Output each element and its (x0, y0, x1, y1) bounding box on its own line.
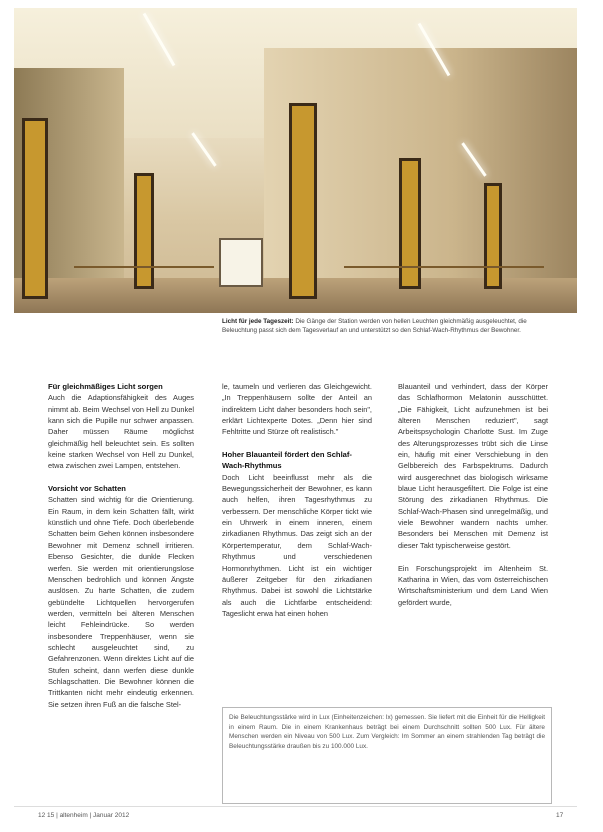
door (22, 118, 48, 299)
paragraph: Blauanteil und verhindert, dass der Körper das Schlafhormon Melatonin ausschüttet. „Die Fähigkeit, Licht aufzunehmen ist bei älteren Menschen reduziert", sagt Arbeitspsychologin Charlotte Sust. Im Zuge des Alterungsprozesses trübt sich die Linse ein, häufig mit einer Verschiebung in den Gelbbereich des Farbspektrums. Dadurch wird ausgerechnet das biologisch wirksame blaue Licht herausgefiltert. Die Folge ist eine Störung des zirkadianen Rhythmus. Die Schlaf-Wach-Phasen sind unregelmäßig, und viele Bewohner wandern nachts umher. Besonders bei Menschen mit Demenz ist dieser Takt typischerweise gestört. (398, 382, 548, 550)
door (484, 183, 502, 289)
paragraph: Doch Licht beeinflusst mehr als die Bewegungssicherheit der Bewohner, es kann auch helfen, ihren Tagesrhythmus zu verbessern. Der menschliche Körper tickt wie ein Uhrwerk in einem inneren, einem zirkadianen Rhythmus. Das zeigt sich an der Körpertemperatur, dem Schlaf-Wach-Rhythmus und verschiedenen Hormonrhythmen. Licht ist ein wichtiger äußerer Zeitgeber für den zirkadianen Rhythmus. Dabei ist sowohl die Lichtstärke als auch die Lichtfarbe entscheidend: Tageslicht erwa hat einen hohen (222, 472, 372, 618)
column-1 (48, 381, 194, 710)
column-3 (398, 381, 548, 608)
footer-divider (14, 806, 577, 807)
paragraph: Schatten sind wichtig für die Orientierung. Ein Raum, in dem kein Schatten fällt, wirkt künstlich und ohne Tiefe. Doch überlebende Schatten beim Gehen können insbesondere Bewohner mit Demenz schnell irritieren. Ebenso Gesichter, die dunkle Flecken werfen. Sie werden mit orientierungslose Menschen bedrohlich und können Ängste auslösen. Zu harte Schatten, die zudem gebündelte Lichtquellen hervorgerufen werden, vermitteln bei älteren Menschen leicht Fehleindrücke. So werden insbesondere Treppenhäuser, wenn sie schlecht ausgeleuchtet sind, zu Gefahrenzonen. Wenn direktes Licht auf die Stufen scheint, dann werfen diese dunkle Schlagschatten. Die Bewohner können die Trittkanten nicht mehr eindeutig erkennen. Sie setzen ihren Fuß an die falsche Stel- (48, 495, 194, 709)
heading: Für gleichmäßiges Licht sorgen (48, 382, 163, 391)
window-end (219, 238, 263, 287)
handrail (74, 266, 214, 268)
door (134, 173, 154, 289)
info-box-text: Die Beleuchtungsstärke wird in Lux (Einheitenzeichen: lx) gemessen. Sie liefert mit die Einheit für die Helligkeit in einem Raum. Die in einem Krankenhaus beträgt bei einem Durchschnitt sollten 500 Lux. Für ältere Menschen werden ein Niveau von 500 Lux. Zum Vergleich: Im Sommer an einem strahlenden Tag beträgt die Beleuchtungsstärke draußen bis zu 100.000 Lux. (229, 714, 545, 750)
paragraph: Ein Forschungsprojekt im Altenheim St. Katharina in Wien, das vom österreichischen Wirtschaftsministerium und dem Land Wien gefördert wurde, (398, 563, 548, 607)
door (289, 103, 317, 299)
caption-text: Die Gänge der Station werden von hellen Leuchten gleichmäßig ausgeleuchtet, die Beleuchtung passt sich dem Tagesverlauf an und unterstützt so den Schlaf-Wach-Rhythmus der Bewohner. (222, 318, 527, 334)
handrail (344, 266, 544, 268)
page-number: 17 (556, 812, 564, 819)
paragraph: Auch die Adaptionsfähigkeit des Auges nimmt ab. Beim Wechsel von Hell zu Dunkel kann sich die Pupille nur schwer anpassen. Daher müssen Räume möglichst gleichmäßig hell beleuchtet sein. Es sollten keine starken Wechsel von Hell zu Dunkel, etwa zwischen zwei Lampen, entstehen. (48, 393, 194, 471)
column-2 (222, 381, 372, 619)
door (399, 158, 421, 289)
heading: Vorsicht vor Schatten (48, 484, 126, 494)
paragraph: le, taumeln und verlieren das Gleichgewicht. „In Treppenhäusern sollte der Anteil an indirektem Licht daher besonders hoch sein", erklärt Lichtexperte Dotes. „Denn hier sind Fehltritte und Stürze oft realistisch." (222, 382, 372, 437)
heading: Hoher Blauanteil fördert den Schlaf-Wach-Rhythmus (222, 450, 352, 471)
footer-publication: 12 15 | altenheim | Januar 2012 (38, 812, 130, 819)
info-box (222, 707, 552, 804)
corridor-photo (14, 8, 577, 313)
caption-lead: Licht für jede Tageszeit: (222, 318, 294, 325)
photo-caption (222, 318, 562, 335)
